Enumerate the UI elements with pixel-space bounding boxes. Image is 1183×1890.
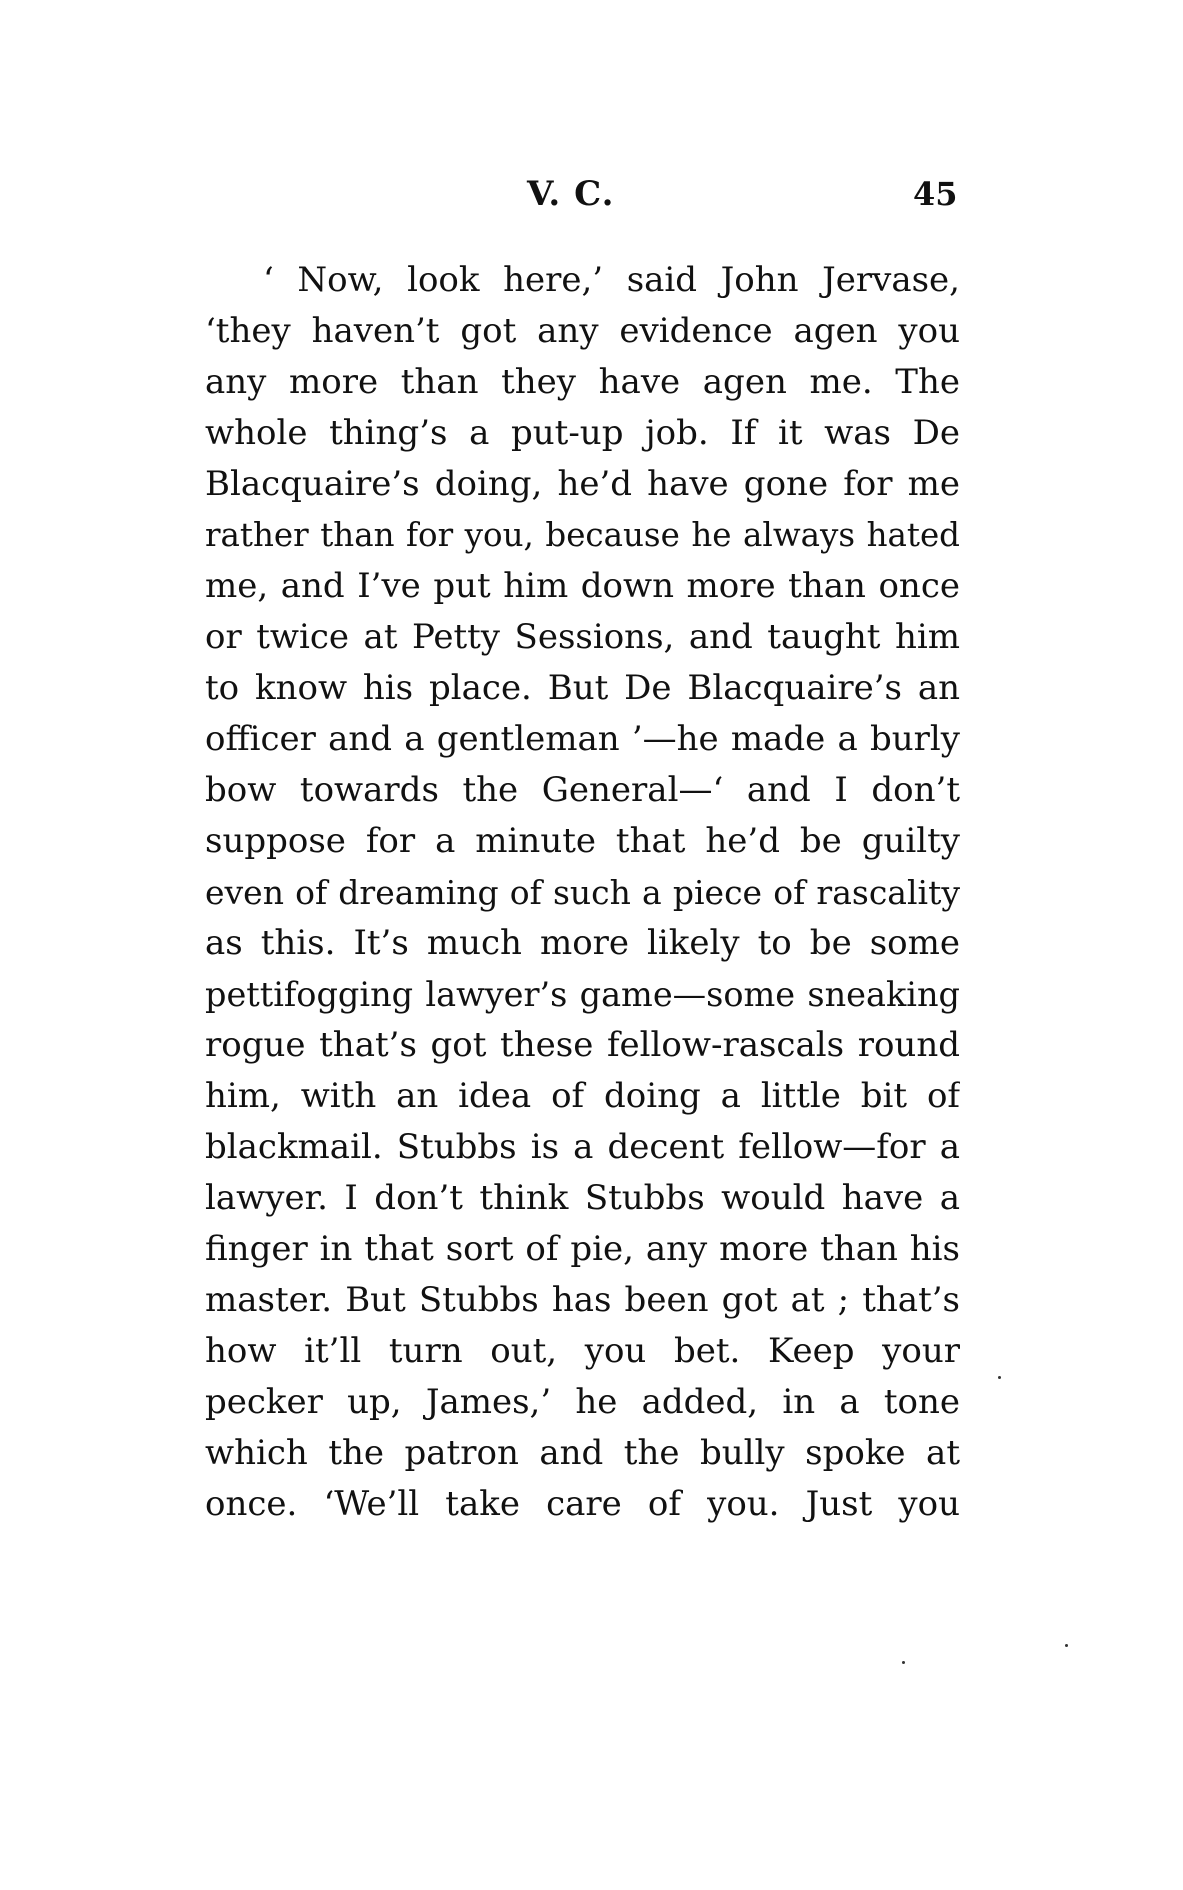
text-line: which the patron and the bully spoke at	[205, 1433, 960, 1473]
text-line: suppose for a minute that he’d be guilty	[205, 821, 960, 861]
text-line: pecker up, James,’ he added, in a tone	[205, 1382, 960, 1422]
text-line: him, with an idea of doing a little bit of	[205, 1076, 960, 1116]
text-line: bow towards the General—‘ and I don’t	[205, 770, 960, 810]
text-line: officer and a gentleman ’—he made a burly	[205, 719, 960, 759]
scan-speck	[1065, 1644, 1068, 1647]
text-line: ‘they haven’t got any evidence agen you	[205, 311, 960, 351]
text-line: finger in that sort of pie, any more than his	[205, 1229, 960, 1269]
body-text	[205, 255, 960, 1530]
text-line: me, and I’ve put him down more than once	[205, 566, 960, 606]
scan-speck	[902, 1661, 905, 1664]
text-line: rogue that’s got these fellow-rascals round	[205, 1025, 960, 1065]
text-line: rather than for you, because he always hated	[205, 516, 960, 554]
page-number: 45	[913, 175, 958, 213]
scan-speck	[998, 1376, 1001, 1379]
text-line: master. But Stubbs has been got at ; that’s	[205, 1280, 960, 1320]
text-line: blackmail. Stubbs is a decent fellow—for a	[205, 1127, 960, 1167]
text-line: ‘ Now, look here,’ said John Jervase,	[263, 260, 960, 300]
text-line: whole thing’s a put-up job. If it was De	[205, 413, 960, 453]
text-line: how it’ll turn out, you bet. Keep your	[205, 1331, 960, 1371]
text-line: once. ‘We’ll take care of you. Just you	[205, 1484, 960, 1524]
text-line: lawyer. I don’t think Stubbs would have a	[205, 1178, 960, 1218]
text-line: pettifogging lawyer’s game—some sneaking	[205, 975, 960, 1014]
text-line: as this. It’s much more likely to be some	[205, 923, 960, 963]
running-head-title: V. C.	[527, 174, 615, 214]
text-line: or twice at Petty Sessions, and taught him	[205, 617, 960, 657]
text-line: any more than they have agen me. The	[205, 362, 960, 402]
text-line: to know his place. But De Blacquaire’s an	[205, 668, 960, 708]
text-line: Blacquaire’s doing, he’d have gone for me	[205, 464, 960, 504]
running-head	[0, 164, 1183, 224]
text-line: even of dreaming of such a piece of rascality	[205, 873, 960, 912]
